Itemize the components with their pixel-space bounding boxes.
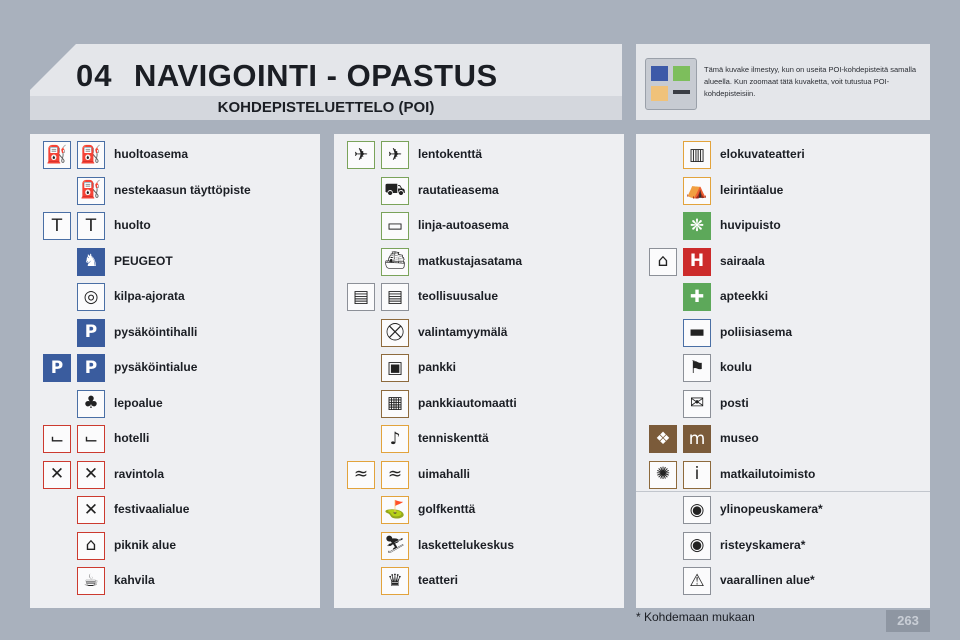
poi-row <box>334 209 624 245</box>
poi-row <box>334 493 624 529</box>
poi-label: tenniskenttä <box>418 431 489 445</box>
poi-row <box>30 493 320 529</box>
poi-icon: ≈ <box>381 461 409 489</box>
poi-icon: ⛽ <box>77 177 105 205</box>
poi-icon: ♣ <box>77 390 105 418</box>
poi-icon: ⛽ <box>77 141 105 169</box>
poi-column-3 <box>636 134 930 608</box>
poi-icon: P <box>43 354 71 382</box>
poi-icon: P <box>77 319 105 347</box>
poi-row <box>334 387 624 423</box>
page-number: 263 <box>886 610 930 632</box>
poi-label: matkailutoimisto <box>720 466 816 481</box>
poi-icon: ⛳ <box>381 496 409 524</box>
poi-label: koulu <box>720 360 752 374</box>
poi-icon: ⌂ <box>649 248 677 276</box>
poi-column-1 <box>30 134 320 608</box>
poi-row <box>334 529 624 565</box>
poi-label: pysäköintialue <box>114 360 198 374</box>
poi-icon: ⌙ <box>77 425 105 453</box>
poi-label: huolto <box>114 218 151 232</box>
poi-icon: ❖ <box>649 425 677 453</box>
poi-label: nestekaasun täyttöpiste <box>114 182 251 197</box>
poi-icon: ⌙ <box>43 425 71 453</box>
page-title: NAVIGOINTI - OPASTUS <box>134 58 498 93</box>
poi-label: festivaalialue <box>114 502 190 516</box>
poi-label: valintamyymälä <box>418 324 508 339</box>
poi-icon: ✺ <box>649 461 677 489</box>
poi-icon: ▣ <box>381 354 409 382</box>
poi-label: ravintola <box>114 466 165 481</box>
section-subtitle: KOHDEPISTELUETTELO (POI) <box>217 99 435 116</box>
poi-cluster-icon <box>645 58 697 110</box>
poi-icon: ▬ <box>683 319 711 347</box>
poi-icon: T <box>43 212 71 240</box>
poi-row <box>636 209 930 245</box>
poi-icon: ♛ <box>381 567 409 595</box>
poi-row <box>30 174 320 210</box>
poi-row <box>30 138 320 174</box>
poi-icon: ☕ <box>77 567 105 595</box>
poi-icon: ✕ <box>77 461 105 489</box>
poi-label: kilpa-ajorata <box>114 289 185 303</box>
poi-row <box>30 422 320 458</box>
poi-row <box>636 280 930 316</box>
poi-row <box>636 458 930 494</box>
poi-icon: ✈ <box>347 141 375 169</box>
poi-icon: ⚑ <box>683 354 711 382</box>
poi-label: lentokenttä <box>418 147 483 161</box>
poi-icon: ⚠ <box>683 567 711 595</box>
poi-label: sairaala <box>720 253 765 268</box>
poi-label: uimahalli <box>418 466 471 481</box>
poi-label: poliisiasema <box>720 324 793 339</box>
poi-icon: ✕ <box>43 461 71 489</box>
poi-label: huoltoasema <box>114 147 189 161</box>
poi-label: teatteri <box>418 573 459 587</box>
poi-row <box>30 564 320 600</box>
poi-row <box>30 387 320 423</box>
poi-row <box>334 280 624 316</box>
subtitle-band <box>30 96 622 120</box>
poi-row <box>30 280 320 316</box>
poi-label: pankki <box>418 360 457 374</box>
poi-row <box>30 458 320 494</box>
poi-icon: ♪ <box>381 425 409 453</box>
poi-row <box>334 174 624 210</box>
poi-icon: ⛴ <box>381 248 409 276</box>
poi-row <box>30 245 320 281</box>
poi-row <box>334 422 624 458</box>
poi-icon: ▤ <box>381 283 409 311</box>
poi-icon: ▤ <box>347 283 375 311</box>
poi-row <box>334 316 624 352</box>
poi-row <box>334 245 624 281</box>
poi-row <box>636 245 930 281</box>
poi-label: leirintäalue <box>720 182 784 197</box>
poi-icon: ≈ <box>347 461 375 489</box>
header-corner-cut <box>30 44 76 90</box>
poi-label: vaarallinen alue* <box>720 573 815 587</box>
camera-section-divider <box>636 491 930 492</box>
poi-row <box>636 564 930 600</box>
poi-icon: ⛷ <box>381 532 409 560</box>
poi-icon: ✕ <box>77 496 105 524</box>
poi-row <box>30 351 320 387</box>
poi-icon: ▭ <box>381 212 409 240</box>
poi-label: posti <box>720 395 749 410</box>
poi-row <box>636 174 930 210</box>
poi-label: PEUGEOT <box>114 253 173 268</box>
poi-icon: ⛒ <box>381 319 409 347</box>
poi-row <box>636 493 930 529</box>
poi-label: pysäköintihalli <box>114 324 198 339</box>
poi-label: rautatieasema <box>418 182 499 197</box>
poi-icon: ✉ <box>683 390 711 418</box>
poi-icon: ✈ <box>381 141 409 169</box>
poi-icon: ⛽ <box>43 141 71 169</box>
poi-row <box>636 138 930 174</box>
poi-icon: ◉ <box>683 532 711 560</box>
poi-icon: ⌂ <box>77 532 105 560</box>
poi-label: golfkenttä <box>418 502 476 516</box>
note-text: Tämä kuvake ilmestyy, kun on useita POI-kohdepisteitä samalla alueella. Kun zoomaat tätä kuvaketta, voit tutustua POI-kohdepisteisiin. <box>704 65 917 98</box>
poi-icon: ▥ <box>683 141 711 169</box>
poi-icon: ♞ <box>77 248 105 276</box>
poi-label: ylinopeuskamera* <box>720 502 823 516</box>
poi-label: pankkiautomaatti <box>418 395 517 410</box>
poi-label: linja-autoasema <box>418 218 509 232</box>
poi-icon: i <box>683 461 711 489</box>
poi-icon: ◉ <box>683 496 711 524</box>
poi-icon: m <box>683 425 711 453</box>
poi-label: elokuvateatteri <box>720 147 805 161</box>
poi-icon: ◎ <box>77 283 105 311</box>
poi-label: matkustajasatama <box>418 253 523 268</box>
poi-label: museo <box>720 431 759 445</box>
poi-label: piknik alue <box>114 537 177 552</box>
poi-icon: ❋ <box>683 212 711 240</box>
poi-row <box>30 529 320 565</box>
poi-row <box>636 351 930 387</box>
poi-row <box>636 316 930 352</box>
poi-icon: ✚ <box>683 283 711 311</box>
poi-icon: ⛺ <box>683 177 711 205</box>
poi-row <box>334 564 624 600</box>
poi-label: huvipuisto <box>720 218 781 232</box>
poi-row <box>30 209 320 245</box>
poi-row <box>636 529 930 565</box>
poi-icon: H <box>683 248 711 276</box>
poi-icon: P <box>77 354 105 382</box>
poi-label: risteyskamera* <box>720 537 806 552</box>
poi-row <box>334 138 624 174</box>
poi-row <box>334 351 624 387</box>
poi-label: teollisuusalue <box>418 289 499 303</box>
note-box <box>636 44 930 120</box>
poi-icon: ⛟ <box>381 177 409 205</box>
poi-icon: ▦ <box>381 390 409 418</box>
poi-column-2 <box>334 134 624 608</box>
poi-label: kahvila <box>114 573 155 587</box>
poi-label: lepoalue <box>114 395 163 410</box>
chapter-number: 04 <box>76 58 113 93</box>
poi-label: hotelli <box>114 431 150 445</box>
poi-row <box>636 422 930 458</box>
poi-row <box>334 458 624 494</box>
poi-label: laskettelukeskus <box>418 537 515 552</box>
poi-label: apteekki <box>720 289 769 303</box>
footnote: * Kohdemaan mukaan <box>636 610 755 624</box>
poi-row <box>636 387 930 423</box>
poi-icon: T <box>77 212 105 240</box>
poi-row <box>30 316 320 352</box>
